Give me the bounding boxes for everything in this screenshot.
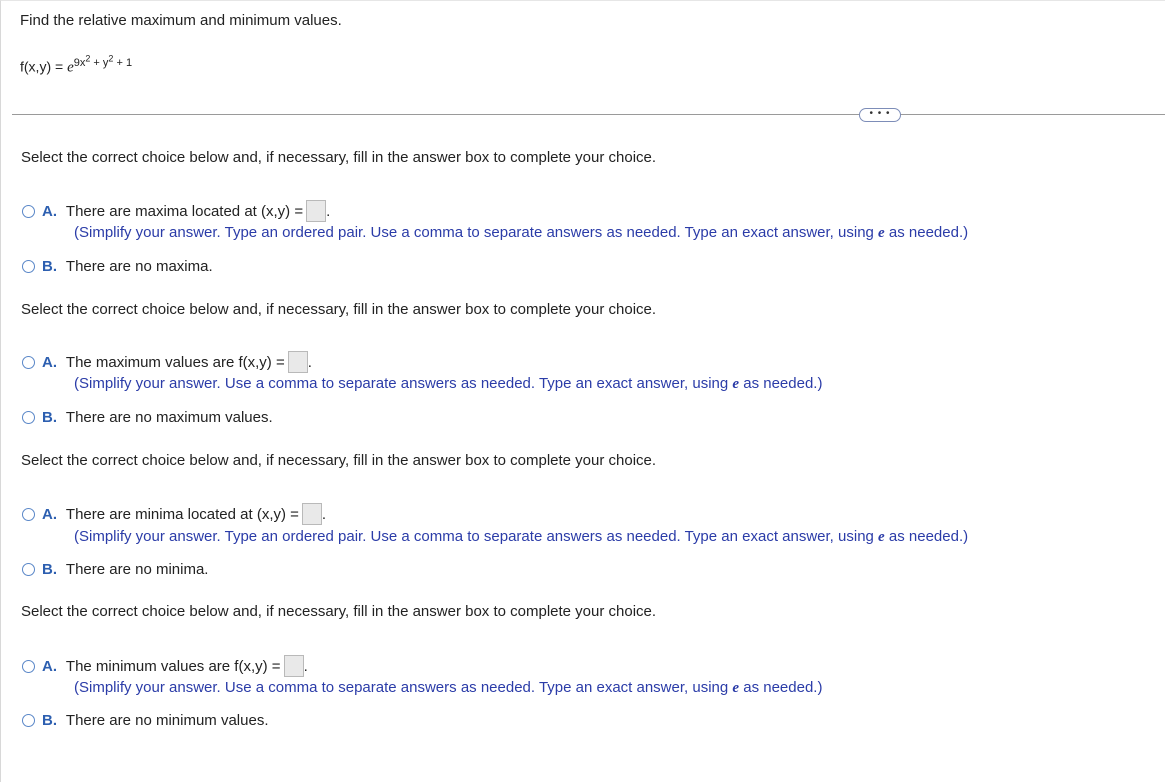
radio-icon[interactable] xyxy=(22,508,35,521)
choice-text: There are no maxima. xyxy=(65,258,213,275)
choice-letter: B. xyxy=(42,561,57,578)
choice-letter: B. xyxy=(42,712,57,729)
choice-text: There are no minimum values. xyxy=(65,712,269,729)
answer-box[interactable] xyxy=(306,200,326,222)
hint-text: (Simplify your answer. Use a comma to separate answers as needed. Type an exact answer, using xyxy=(74,679,733,696)
choice-letter: B. xyxy=(42,258,57,275)
choice-text: There are maxima located at (x,y) = xyxy=(65,203,304,220)
hint-end: as needed.) xyxy=(739,375,823,392)
choice-4a[interactable]: A. The minimum values are f(x,y) = . xyxy=(22,655,308,677)
choice-letter: A. xyxy=(42,506,57,523)
radio-icon[interactable] xyxy=(22,205,35,218)
answer-box[interactable] xyxy=(288,351,308,373)
more-options-button[interactable]: • • • xyxy=(859,108,901,122)
function-prefix: f(x,y) = xyxy=(20,58,68,75)
exponent-term-b: + y xyxy=(90,56,109,69)
choice-3b[interactable] xyxy=(22,561,208,578)
hint-end: as needed.) xyxy=(739,679,823,696)
radio-icon[interactable] xyxy=(22,714,35,727)
choice-text: There are no maximum values. xyxy=(65,409,273,426)
exponent-constant: + 1 xyxy=(113,56,133,69)
hint-text: (Simplify your answer. Type an ordered pair. Use a comma to separate answers as needed. Type an exact answer, using xyxy=(74,528,879,545)
choice-text: There are no minima. xyxy=(65,561,209,578)
answer-box[interactable] xyxy=(302,503,322,525)
function-exponent xyxy=(73,53,133,69)
choice-3a[interactable]: A. There are minima located at (x,y) = . xyxy=(22,503,326,525)
function-base: e xyxy=(67,59,74,76)
hint-end: as needed.) xyxy=(884,224,969,241)
hint-e: e xyxy=(732,680,740,696)
hint-text: (Simplify your answer. Use a comma to separate answers as needed. Type an exact answer, using xyxy=(74,375,733,392)
function-expression xyxy=(20,53,132,76)
hint-e: e xyxy=(732,376,740,392)
hint-end: as needed.) xyxy=(884,528,969,545)
answer-box[interactable] xyxy=(284,655,304,677)
hint-e: e xyxy=(878,529,885,545)
instruction-3: Select the correct choice below and, if necessary, fill in the answer box to complete your choice. xyxy=(21,452,657,469)
exponent-term-a: 9x xyxy=(73,56,86,69)
choice-2a[interactable]: A. The maximum values are f(x,y) = . xyxy=(22,351,312,373)
hint-text: (Simplify your answer. Type an ordered pair. Use a comma to separate answers as needed. Type an exact answer, using xyxy=(74,224,879,241)
radio-icon[interactable] xyxy=(22,563,35,576)
hint-1 xyxy=(74,224,968,242)
hint-2 xyxy=(74,375,822,393)
choice-letter: A. xyxy=(42,354,57,371)
problem-statement: Find the relative maximum and minimum values. xyxy=(20,12,342,29)
choice-letter: A. xyxy=(42,658,57,675)
choice-text: There are minima located at (x,y) = xyxy=(65,506,299,523)
instruction-4: Select the correct choice below and, if necessary, fill in the answer box to complete your choice. xyxy=(21,603,657,620)
choice-text: The minimum values are f(x,y) = xyxy=(65,658,281,675)
radio-icon[interactable] xyxy=(22,411,35,424)
hint-4 xyxy=(74,679,822,697)
instruction-1: Select the correct choice below and, if necessary, fill in the answer box to complete your choice. xyxy=(21,149,657,166)
choice-4b[interactable] xyxy=(22,712,269,729)
section-divider xyxy=(12,114,1165,115)
radio-icon[interactable] xyxy=(22,356,35,369)
radio-icon[interactable] xyxy=(22,260,35,273)
choice-2b[interactable] xyxy=(22,409,273,426)
choice-letter: B. xyxy=(42,409,57,426)
choice-text: The maximum values are f(x,y) = xyxy=(65,354,285,371)
exponent-a-power: 2 xyxy=(85,53,91,63)
hint-3 xyxy=(74,528,968,546)
hint-e: e xyxy=(878,225,885,241)
radio-icon[interactable] xyxy=(22,660,35,673)
instruction-2: Select the correct choice below and, if necessary, fill in the answer box to complete your choice. xyxy=(21,301,657,318)
exponent-b-power: 2 xyxy=(108,53,114,63)
choice-1a[interactable]: A. There are maxima located at (x,y) = . xyxy=(22,200,330,222)
choice-letter: A. xyxy=(42,203,57,220)
choice-1b[interactable] xyxy=(22,258,213,275)
